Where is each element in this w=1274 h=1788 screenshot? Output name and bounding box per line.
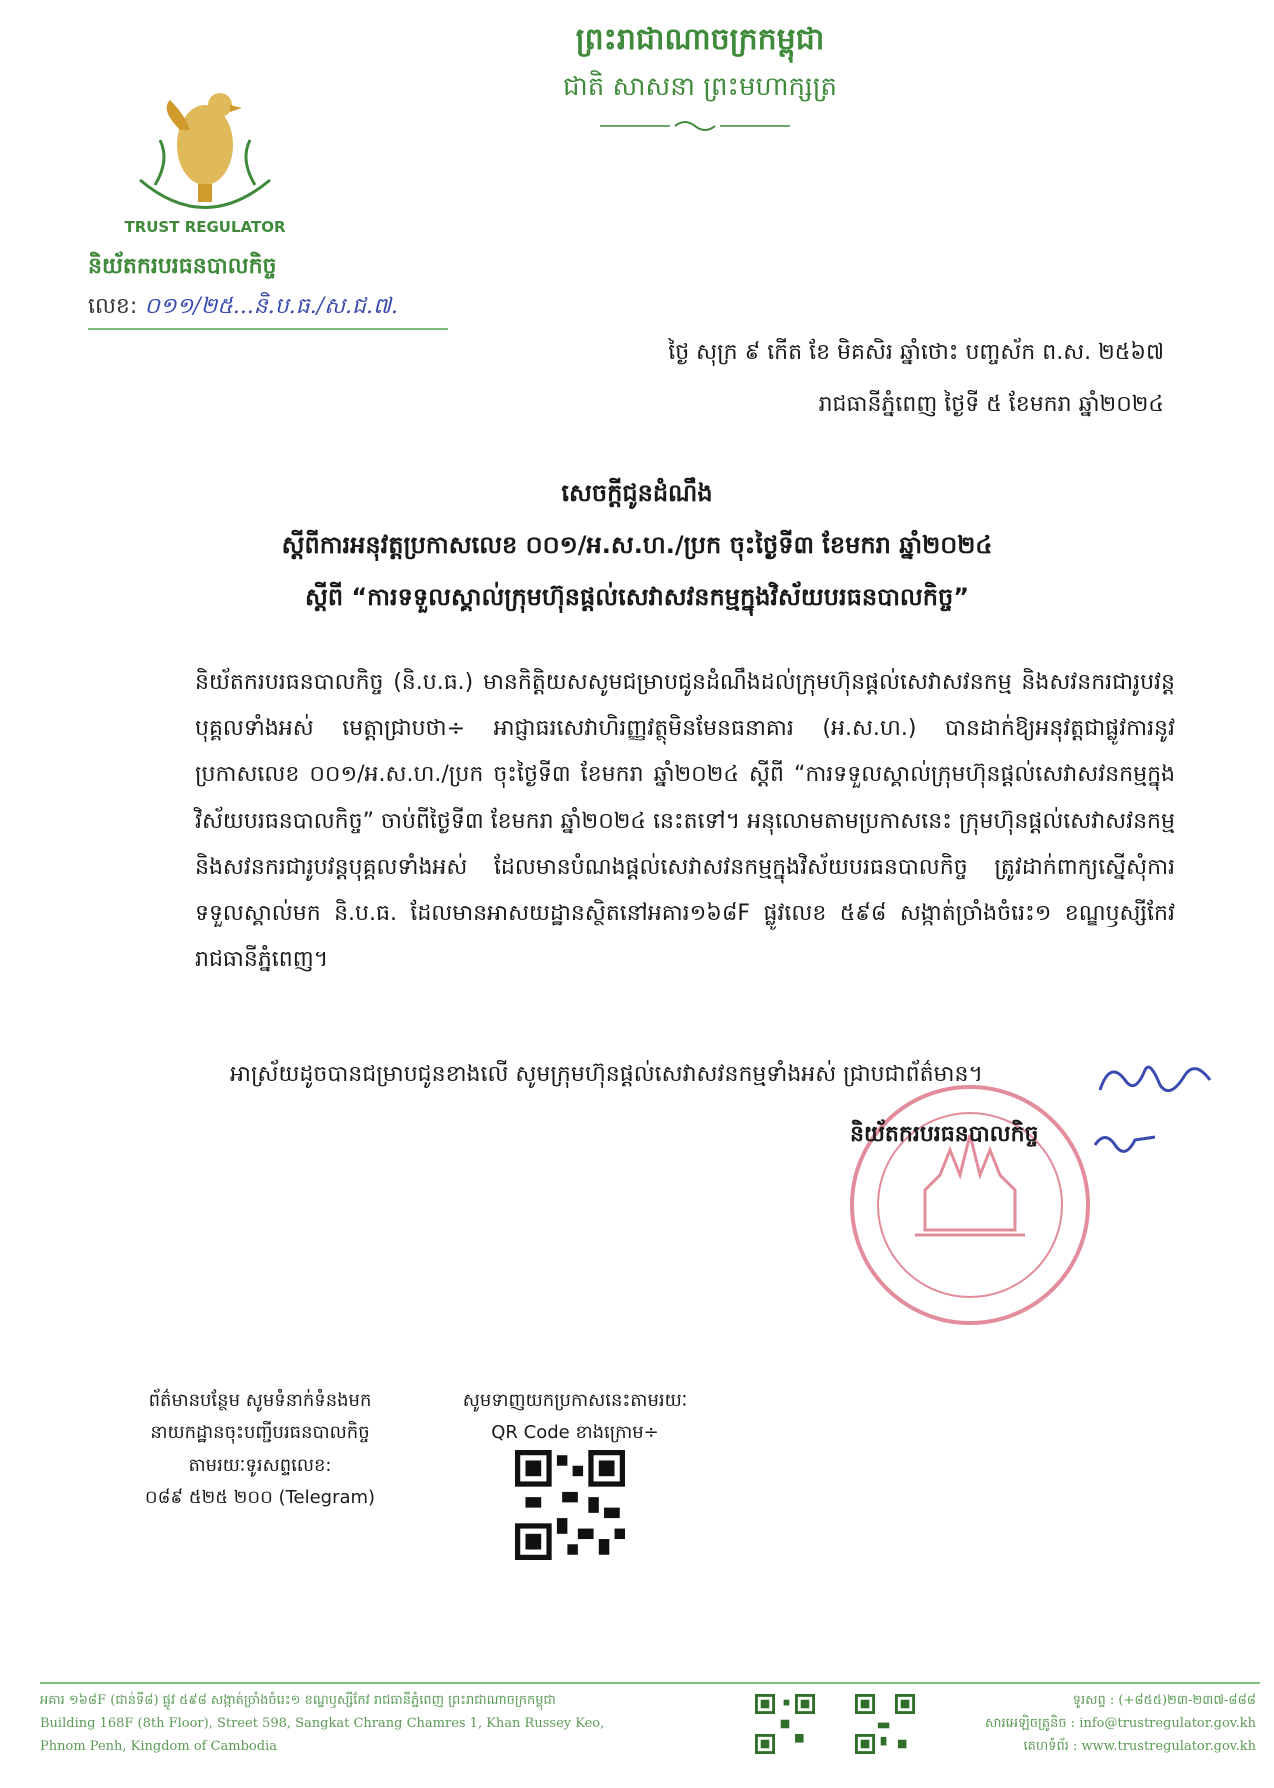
footer-qr-code-icon[interactable] (855, 1694, 915, 1754)
solar-date: រាជធានីភ្នំពេញ ថ្ងៃទី ៥ ខែមករា ឆ្នាំ២០២៤ (818, 392, 1164, 417)
footer-address-en: Phnom Penh, Kingdom of Cambodia (40, 1738, 277, 1754)
notice-subject-line-1: ស្តីពីការអនុវត្តប្រកាសលេខ ០០១/អ.ស.ហ./ប្រក ចុះថ្ងៃទី៣ ខែមករា ឆ្នាំ២០២៤ (281, 531, 993, 559)
footer-address-en: Building 168F (8th Floor), Street 598, Sangkat Chrang Chamres 1, Khan Russey Keo, (40, 1715, 605, 1731)
notice-title: សេចក្តីជូនដំណឹង (561, 479, 713, 507)
handwritten-signature-icon (1090, 1050, 1220, 1110)
qr-instruction-line: QR Code ខាងក្រោម÷ (491, 1422, 659, 1444)
initials-signature-icon (1090, 1125, 1160, 1155)
footer-phone: ទូរសព្ទ : (+៨៥៥)២៣-២៣៧-៨៨៨ (1072, 1693, 1256, 1708)
kingdom-heading: ព្រះរាជាណាចក្រកម្ពុជា (575, 22, 825, 57)
footer-email[interactable]: សារអេឡិចត្រូនិច : info@trustregulator.gov.kh (985, 1715, 1256, 1731)
ref-value: ០១១/២៥...និ.ប.ធ./ស.ជ.៧. (144, 294, 399, 319)
contact-info (130, 1385, 390, 1515)
closing-sentence: អាស្រ័យដូចបានជម្រាបជូនខាងលើ សូមក្រុមហ៊ុនផ្តល់សេវាសវនកម្មទាំងអស់ ជ្រាបជាព័ត៌មាន។ (230, 1062, 983, 1087)
contact-line: តាមរយៈទូរសព្ទលេខ: (188, 1454, 332, 1476)
lunar-date: ថ្ងៃ សុក្រ ៩ កើត ខែ មិគសិរ ឆ្នាំថោះ បញ្ចស័ក ព.ស. ២៥៦៧ (668, 340, 1164, 365)
org-name: និយ័តករបរធនបាលកិច្ច (88, 254, 277, 279)
footer-address-kh: អគារ ១៦៨F (ជាន់ទី៨) ផ្លូវ ៥៩៨ សង្កាត់ច្រាំងចំរេះ១ ខណ្ឌឫស្សីកែវ រាជធានីភ្នំពេញ ព្រះរាជាណាចក្រកម្ពុជា (40, 1693, 556, 1708)
svg-text:TRUST REGULATOR: TRUST REGULATOR (124, 218, 286, 236)
signatory-name: និយ័តករបរធនបាលកិច្ច (850, 1122, 1039, 1147)
qr-code-icon[interactable] (515, 1450, 625, 1560)
contact-phone: ០៨៩ ៥២៥ ២០០ (Telegram) (144, 1487, 376, 1509)
ref-label: លេខ: (88, 294, 138, 319)
footer-qr-code-icon[interactable] (755, 1694, 815, 1754)
official-seal-icon (845, 1080, 1095, 1330)
body-paragraph: និយ័តករបរធនបាលកិច្ច (និ.ប.ធ.) មានកិត្តិយសសូមជម្រាបជូនដំណឹងដល់ក្រុមហ៊ុនផ្តល់សេវាសវនកម្ម និងសវនករជារូបវន្តបុគ្គលទាំងអស់ មេត្តាជ្រាបថា÷ អាជ្ញាធរសេវាហិរញ្ញវត្ថុមិនមែនធនាគារ (អ.ស.ហ.) បានដាក់ឱ្យអនុវត្តជាផ្លូវការនូវប្រកាសលេខ ០០១/អ.ស.ហ./ប្រក ចុះថ្ងៃទី៣ ខែមករា ឆ្នាំ២០២៤ ស្តីពី “ការទទួលស្គាល់ក្រុមហ៊ុនផ្តល់សេវាសវនកម្មក្នុងវិស័យបរធនបាលកិច្ច” ចាប់ពីថ្ងៃទី៣ ខែមករា ឆ្នាំ២០២៤ នេះតទៅ។ អនុលោមតាមប្រកាសនេះ ក្រុមហ៊ុនផ្តល់សេវាសវនកម្ម និងសវនករជារូបវន្តបុគ្គលទាំងអស់ ដែលមានបំណងផ្តល់សេវាសវនកម្មក្នុងវិស័យបរធនបាលកិច្ច ត្រូវដាក់ពាក្យស្នើសុំការទទួលស្គាល់មក និ.ប.ធ. ដែលមានអាសយដ្ឋានស្ថិតនៅអគារ១៦៨F ផ្លូវលេខ ៥៩៨ សង្កាត់ច្រាំងចំរេះ១ ខណ្ឌឫស្សីកែវ រាជធានីភ្នំពេញ។ (195, 670, 1175, 973)
contact-line: ព័ត៌មានបន្ថែម សូមទំនាក់ទំនងមក (148, 1390, 372, 1411)
footer-address (40, 1690, 740, 1758)
footer-website[interactable]: គេហទំព័រ : www.trustregulator.gov.kh (1023, 1738, 1256, 1754)
trust-regulator-logo (100, 60, 310, 250)
contact-line: នាយកដ្ឋានចុះបញ្ជីបរធនបាលកិច្ច (150, 1422, 370, 1444)
logo-emblem-icon (124, 93, 285, 236)
ornament-divider-icon (600, 118, 790, 134)
footer-contact (936, 1690, 1256, 1758)
footer-divider (40, 1682, 1260, 1684)
qr-instruction (445, 1385, 705, 1450)
reference-number (88, 292, 448, 330)
qr-instruction-line: សូមទាញយកប្រកាសនេះតាមរយៈ (462, 1390, 688, 1411)
national-motto: ជាតិ សាសនា ព្រះមហាក្សត្រ (563, 72, 837, 102)
notice-subject-line-2: ស្តីពី “ការទទួលស្គាល់ក្រុមហ៊ុនផ្តល់សេវាសវនកម្មក្នុងវិស័យបរធនបាលកិច្ច” (304, 583, 970, 611)
